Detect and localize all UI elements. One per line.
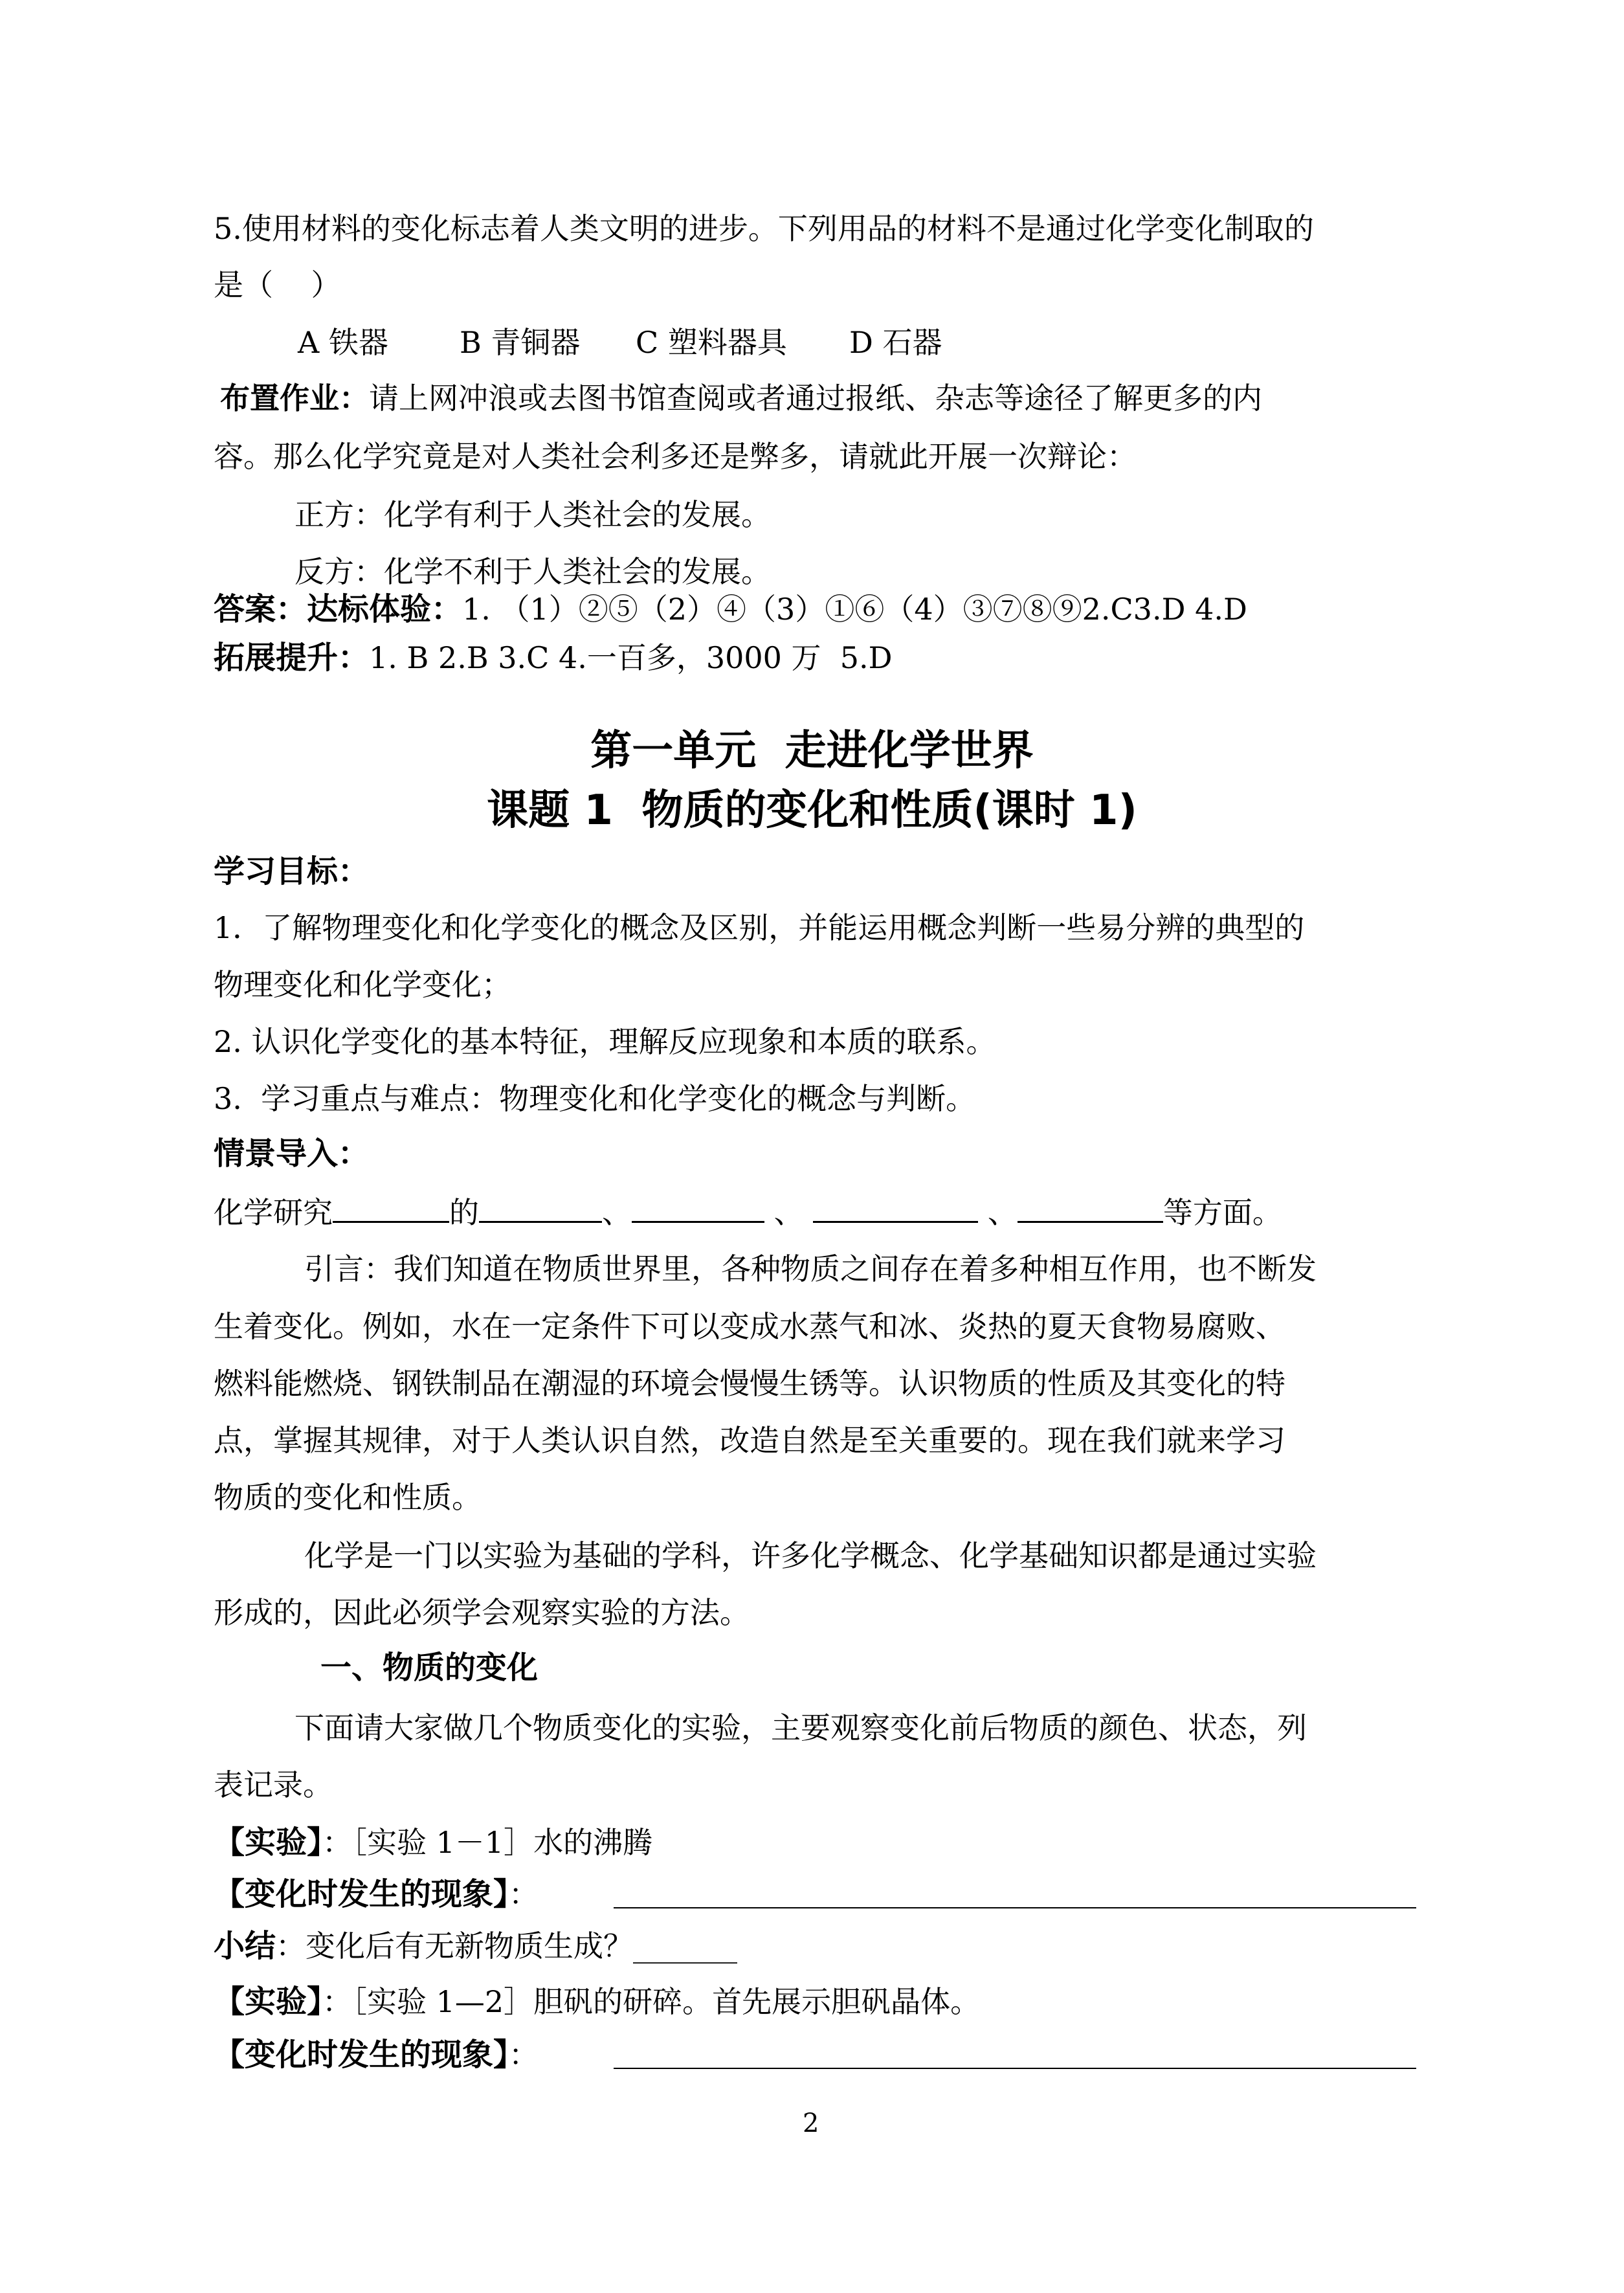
answers-line <box>214 591 1247 627</box>
fill-text-1: 化学研究 <box>214 1195 333 1230</box>
phenomenon-1 <box>214 1876 539 1912</box>
experiment-1-label: 【实验】 <box>214 1824 323 1861</box>
intro-p1-line5: 物质的变化和性质。 <box>214 1480 482 1515</box>
extension-text: 1. B 2.B 3.C 4.一百多，3000 万 5.D <box>369 640 893 675</box>
answers-text: 1. （1）②⑤（2）④（3）①⑥（4）③⑦⑧⑨2.C3.D 4.D <box>462 592 1247 627</box>
objective-3: 3. 学习重点与难点：物理变化和化学变化的概念与判断。 <box>214 1081 976 1116</box>
q5-line1: 5.使用材料的变化标志着人类文明的进步。下列用品的材料不是通过化学变化制取的 <box>214 211 1314 246</box>
objectives-heading: 学习目标： <box>214 853 370 889</box>
intro-p1-line1-text: 引言：我们知道在物质世界里，各种物质之间存在着多种相互作用，也不断发 <box>304 1251 1317 1286</box>
answers-label: 答案：达标体验： <box>214 591 463 627</box>
extension-line <box>214 640 893 676</box>
phenomenon-2-label: 【变化时发生的现象】 <box>214 2037 509 2073</box>
homework-line1-text: 请上网冲浪或去图书馆查阅或者通过报纸、杂志等途径了解更多的内 <box>369 381 1262 416</box>
intro-p1-line4: 点，掌握其规律，对于人类认识自然，改造自然是至关重要的。现在我们就来学习 <box>214 1423 1285 1458</box>
fill-blank-1[interactable] <box>333 1196 449 1223</box>
experiment-2 <box>214 1984 981 2020</box>
homework-line1 <box>220 381 1262 416</box>
section1-intro-line1: 下面请大家做几个物质变化的实验，主要观察变化前后物质的颜色、状态，列 <box>295 1710 1307 1745</box>
q5-line2: 是（ ） <box>214 267 341 302</box>
intro-p1-line3: 燃料能燃烧、钢铁制品在潮湿的环境会慢慢生锈等。认识物质的性质及其变化的特 <box>214 1366 1285 1401</box>
q5-option-c: C 塑料器具 <box>636 325 787 360</box>
phenomenon-1-answer-line[interactable] <box>614 1907 1416 1908</box>
unit-title: 第一单元 走进化学世界 <box>590 727 1034 775</box>
summary-1 <box>214 1930 737 1962</box>
homework-label: 布置作业： <box>220 381 369 416</box>
fill-text-3: 、 <box>602 1195 632 1230</box>
experiment-2-label: 【实验】 <box>214 1984 323 2020</box>
debate-pro: 正方：化学有利于人类社会的发展。 <box>295 497 771 532</box>
fill-blank-2[interactable] <box>479 1196 602 1223</box>
fill-blank-5[interactable] <box>1018 1196 1163 1223</box>
intro-fill-in-line <box>214 1195 1282 1230</box>
extension-label: 拓展提升： <box>214 640 370 676</box>
summary-1-text: ：变化后有无新物质生成？_______ <box>276 1929 738 1963</box>
fill-text-5: 、 <box>978 1195 1018 1230</box>
objective-1-line2: 物理变化和化学变化； <box>214 967 511 1002</box>
phenomenon-2-colon: ： <box>509 2037 539 2072</box>
phenomenon-1-label: 【变化时发生的现象】 <box>214 1876 509 1912</box>
homework-line2: 容。那么化学究竟是对人类社会利多还是弊多，请就此开展一次辩论： <box>214 439 1137 474</box>
phenomenon-2-answer-line[interactable] <box>614 2068 1416 2069</box>
fill-text-6: 等方面。 <box>1162 1195 1282 1230</box>
intro-p1-line2: 生着变化。例如，水在一定条件下可以变成水蒸气和冰、炎热的夏天食物易腐败、 <box>214 1309 1285 1344</box>
intro-p2-line2: 形成的，因此必须学会观察实验的方法。 <box>214 1595 750 1630</box>
debate-con: 反方：化学不利于人类社会的发展。 <box>295 554 771 589</box>
fill-text-4: 、 <box>764 1195 814 1230</box>
phenomenon-2 <box>214 2037 539 2073</box>
section1-intro-line2: 表记录。 <box>214 1767 333 1802</box>
fill-blank-4[interactable] <box>813 1196 978 1223</box>
experiment-1 <box>214 1824 653 1861</box>
section1-heading: 一、物质的变化 <box>320 1650 539 1686</box>
phenomenon-1-colon: ： <box>509 1877 539 1912</box>
fill-text-2: 的 <box>449 1195 479 1230</box>
experiment-2-text: ：［实验 1—2］胆矾的研碎。首先展示胆矾晶体。 <box>322 1984 981 2019</box>
intro-heading: 情景导入： <box>214 1135 370 1172</box>
lesson-title: 课题 1 物质的变化和性质(课时 1) <box>487 787 1137 834</box>
experiment-1-text: ：［实验 1－1］水的沸腾 <box>322 1825 653 1860</box>
summary-1-label: 小结 <box>214 1928 276 1964</box>
page-number: 2 <box>803 2108 819 2138</box>
objective-1-line1: 1．了解物理变化和化学变化的概念及区别，并能运用概念判断一些易分辨的典型的 <box>214 910 1305 945</box>
intro-p2-line1: 化学是一门以实验为基础的学科，许多化学概念、化学基础知识都是通过实验 <box>304 1538 1317 1573</box>
q5-option-d: D 石器 <box>849 325 942 360</box>
fill-blank-3[interactable] <box>632 1196 764 1223</box>
q5-option-b: B 青铜器 <box>460 325 581 360</box>
objective-2: 2. 认识化学变化的基本特征，理解反应现象和本质的联系。 <box>214 1024 996 1059</box>
intro-p1-line1 <box>304 1251 1317 1286</box>
q5-option-a: A 铁器 <box>298 325 388 360</box>
